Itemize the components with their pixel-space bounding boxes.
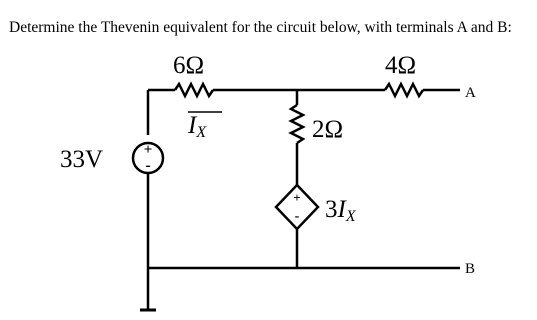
dep-plus: +	[293, 190, 301, 205]
resistor-4-ohm	[385, 84, 423, 96]
question-text: Determine the Thevenin equivalent for the circuit below, with terminals A and B:	[9, 19, 512, 36]
dep-minus: -	[294, 209, 300, 224]
terminal-a-label: A	[465, 85, 476, 101]
r2-label: 4Ω	[385, 52, 417, 79]
source-plus: +	[143, 142, 153, 158]
resistor-6-ohm	[175, 84, 213, 96]
current-sub: X	[196, 124, 207, 141]
dependent-source-label	[325, 196, 357, 225]
r3-label: 2Ω	[312, 116, 344, 143]
current-base: I	[188, 112, 197, 139]
resistor-2-ohm	[291, 105, 303, 143]
r1-label: 6Ω	[173, 52, 205, 79]
source-label: 33V	[60, 146, 104, 173]
terminal-b-label: B	[465, 261, 476, 277]
source-minus: -	[145, 157, 151, 174]
dep-sub: X	[345, 208, 356, 225]
dep-base: I	[337, 196, 346, 223]
current-label	[187, 112, 207, 141]
dep-coeff: 3	[325, 196, 338, 223]
